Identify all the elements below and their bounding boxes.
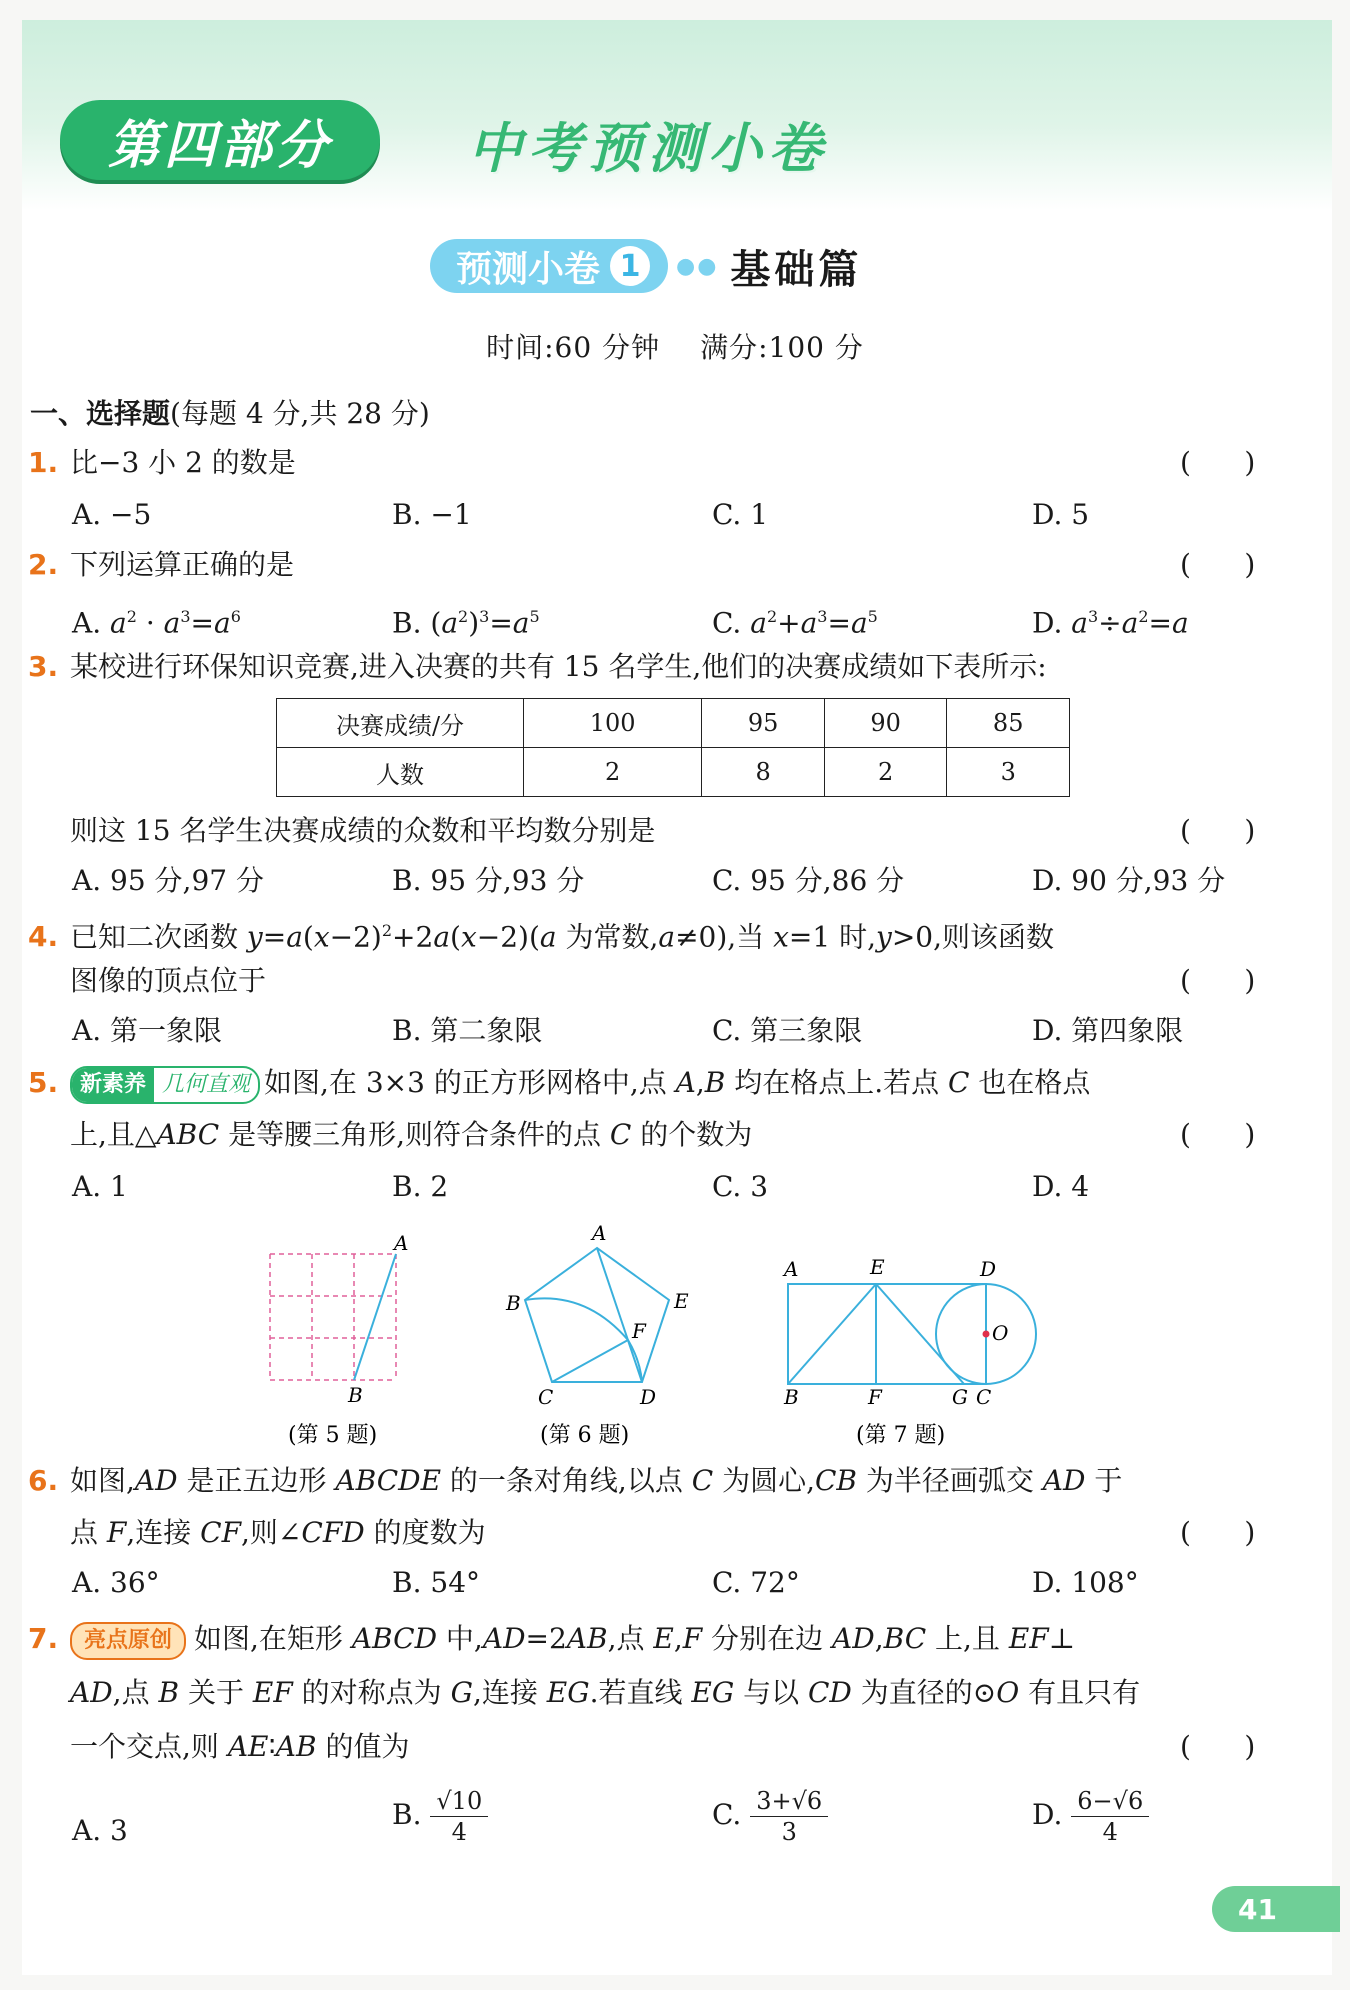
denominator: 3 — [781, 1818, 797, 1846]
table-cell: 95 — [702, 699, 825, 748]
option-d: D. 108° — [1032, 1566, 1139, 1599]
answer-bracket: ( ) — [1180, 1730, 1256, 1763]
point-label: A — [592, 1221, 607, 1245]
option-b: B. $(a^2)^3=a^5$ — [392, 606, 540, 640]
option-c: C. 3 — [712, 1170, 769, 1203]
answer-bracket: ( ) — [1180, 964, 1256, 997]
option-a: A. 36° — [72, 1566, 160, 1599]
table-cell: 2 — [824, 748, 947, 797]
part-label: 第四部分 — [60, 100, 380, 180]
full-score: 满分:100 分 — [700, 331, 864, 364]
point-label: G — [952, 1385, 968, 1409]
point-label: C — [976, 1385, 992, 1409]
question-3 — [28, 642, 1047, 692]
option-a: A. $a^2 \cdot a^3=a^6$ — [72, 606, 241, 640]
question-text: 比−3 小 2 的数是 — [70, 446, 296, 479]
answer-bracket: ( ) — [1180, 548, 1256, 581]
tag-sub: 几何直观 — [162, 1071, 251, 1097]
point-label: O — [992, 1321, 1009, 1345]
denominator: 4 — [1102, 1818, 1118, 1846]
option-b: B. −1 — [392, 498, 472, 531]
point-label: E — [674, 1289, 689, 1313]
time-limit: 时间:60 分钟 — [486, 331, 661, 364]
option-a: A. 第一象限 — [72, 1014, 223, 1047]
option-d: D. 第四象限 — [1032, 1014, 1184, 1047]
numerator: 6−√6 — [1071, 1786, 1149, 1817]
question-5: 5. 新素养 几何直观 如图,在 3×3 的正方形网格中,点 A,B 均在格点上.若点 C 也在格点 — [28, 1058, 1090, 1108]
point-label: D — [640, 1385, 657, 1409]
table-cell: 8 — [702, 748, 825, 797]
option-b: B. 2 — [392, 1170, 449, 1203]
option-c: C. $a^2+a^3=a^5$ — [712, 606, 878, 640]
table-row — [277, 748, 1070, 797]
option-d: D. $a^3\div a^2=a$ — [1032, 606, 1189, 640]
answer-bracket: ( ) — [1180, 1516, 1256, 1549]
option-b: B. 54° — [392, 1566, 481, 1599]
table-cell: 人数 — [277, 748, 524, 797]
question-6: 6. 如图,AD 是正五边形 ABCDE 的一条对角线,以点 C 为圆心,CB 为半径画弧交 AD 于 — [28, 1456, 1122, 1506]
question-text: 则这 15 名学生决赛成绩的众数和平均数分别是 — [70, 814, 656, 847]
answer-bracket: ( ) — [1180, 814, 1256, 847]
table-cell: 2 — [524, 748, 702, 797]
center-point — [983, 1331, 990, 1338]
figure-5 — [270, 1254, 396, 1380]
numerator: 3+√6 — [750, 1786, 828, 1817]
option-d: D. 4 — [1032, 1170, 1090, 1203]
option-b: B. 第二象限 — [392, 1014, 543, 1047]
score-table — [276, 698, 1070, 797]
answer-bracket: ( ) — [1180, 446, 1256, 479]
option-a: A. −5 — [72, 498, 152, 531]
question-7: 7. 亮点原创 如图,在矩形 ABCD 中,AD=2AB,点 E,F 分别在边 AD,BC 上,且 EF⊥ — [28, 1614, 1075, 1664]
question-text: 图像的顶点位于 — [70, 964, 267, 997]
point-label: B — [784, 1385, 799, 1409]
page-number: 41 — [1212, 1886, 1340, 1932]
option-label: C. — [712, 1798, 742, 1831]
question-number: 6. — [28, 1464, 59, 1497]
literacy-tag — [70, 1066, 260, 1104]
section-name: 一、选择题 — [30, 397, 171, 430]
section-title — [30, 392, 430, 432]
question-text: 下列运算正确的是 — [70, 548, 295, 581]
table-row — [277, 699, 1070, 748]
denominator: 4 — [451, 1818, 467, 1846]
table-cell: 3 — [947, 748, 1070, 797]
dots-icon: ●● — [676, 253, 719, 279]
point-label: C — [538, 1385, 554, 1409]
question-text: 某校进行环保知识竞赛,进入决赛的共有 15 名学生,他们的决赛成绩如下表所示: — [70, 650, 1047, 683]
option-c: C. 95 分,86 分 — [712, 864, 905, 897]
question-4: 4. 已知二次函数 $y=a(x-2)^2+2a(x-2)(a$ 为常数,a≠0),当 x=1 时,y>0,则该函数 — [28, 906, 1054, 962]
test-title — [430, 236, 862, 296]
question-number: 1. — [28, 446, 59, 479]
answer-bracket: ( ) — [1180, 1118, 1256, 1151]
question-2 — [28, 540, 294, 590]
point-label: D — [980, 1257, 997, 1281]
option-c: C. 1 — [712, 498, 769, 531]
figure-caption: (第 7 题) — [856, 1423, 946, 1448]
original-tag: 亮点原创 — [70, 1622, 186, 1660]
table-cell: 决赛成绩/分 — [277, 699, 524, 748]
fraction — [750, 1786, 828, 1847]
numerator: √10 — [430, 1786, 488, 1817]
question-number: 3. — [28, 650, 59, 683]
point-label: F — [632, 1319, 646, 1343]
question-number: 7. — [28, 1622, 59, 1655]
option-d: D. 90 分,93 分 — [1032, 864, 1226, 897]
question-1 — [28, 438, 296, 488]
option-label: D. — [1032, 1798, 1063, 1831]
part-title: 中考预测小卷 — [468, 117, 828, 180]
table-cell: 85 — [947, 699, 1070, 748]
point-label: E — [870, 1255, 885, 1279]
test-label: 预测小卷 — [456, 248, 601, 290]
option-c: C. 72° — [712, 1566, 800, 1599]
table-cell: 90 — [824, 699, 947, 748]
option-c — [712, 1786, 828, 1847]
option-b: B. 95 分,93 分 — [392, 864, 585, 897]
option-label: B. — [392, 1798, 422, 1831]
question-text: 上,且△ABC 是等腰三角形,则符合条件的点 C 的个数为 — [70, 1118, 753, 1151]
option-a: A. 1 — [72, 1170, 128, 1203]
fraction — [430, 1786, 488, 1847]
question-number: 2. — [28, 548, 59, 581]
point-label: A — [784, 1257, 799, 1281]
point-label: B — [506, 1291, 521, 1315]
option-d — [1032, 1786, 1149, 1847]
question-number: 5. — [28, 1066, 59, 1099]
option-b — [392, 1786, 488, 1847]
point-label: F — [868, 1385, 882, 1409]
figure-caption: (第 5 题) — [288, 1423, 378, 1448]
test-subtitle: 基础篇 — [730, 246, 863, 293]
section-note: (每题 4 分,共 28 分) — [170, 397, 430, 430]
option-a: A. 95 分,97 分 — [72, 864, 264, 897]
point-label: A — [394, 1231, 409, 1255]
question-text: AD,点 B 关于 EF 的对称点为 G,连接 EG.若直线 EG 与以 CD 为直径的⊙O 有且只有 — [70, 1676, 1141, 1709]
point-label: B — [348, 1383, 363, 1407]
tag-label: 新素养 — [72, 1068, 154, 1102]
option-c: C. 第三象限 — [712, 1014, 863, 1047]
question-text: 点 F,连接 CF,则∠CFD 的度数为 — [70, 1516, 486, 1549]
segment-ab — [354, 1254, 396, 1380]
table-cell: 100 — [524, 699, 702, 748]
figure-caption: (第 6 题) — [540, 1423, 630, 1448]
figure-6 — [525, 1248, 669, 1382]
question-number: 4. — [28, 920, 59, 954]
test-pill — [430, 239, 668, 293]
question-text: 一个交点,则 AE∶AB 的值为 — [70, 1730, 410, 1763]
figures — [0, 1210, 1350, 1460]
fraction — [1071, 1786, 1149, 1847]
option-d: D. 5 — [1032, 498, 1090, 531]
time-info — [0, 326, 1350, 366]
test-number: 1 — [610, 246, 650, 286]
option-a: A. 3 — [72, 1814, 128, 1847]
